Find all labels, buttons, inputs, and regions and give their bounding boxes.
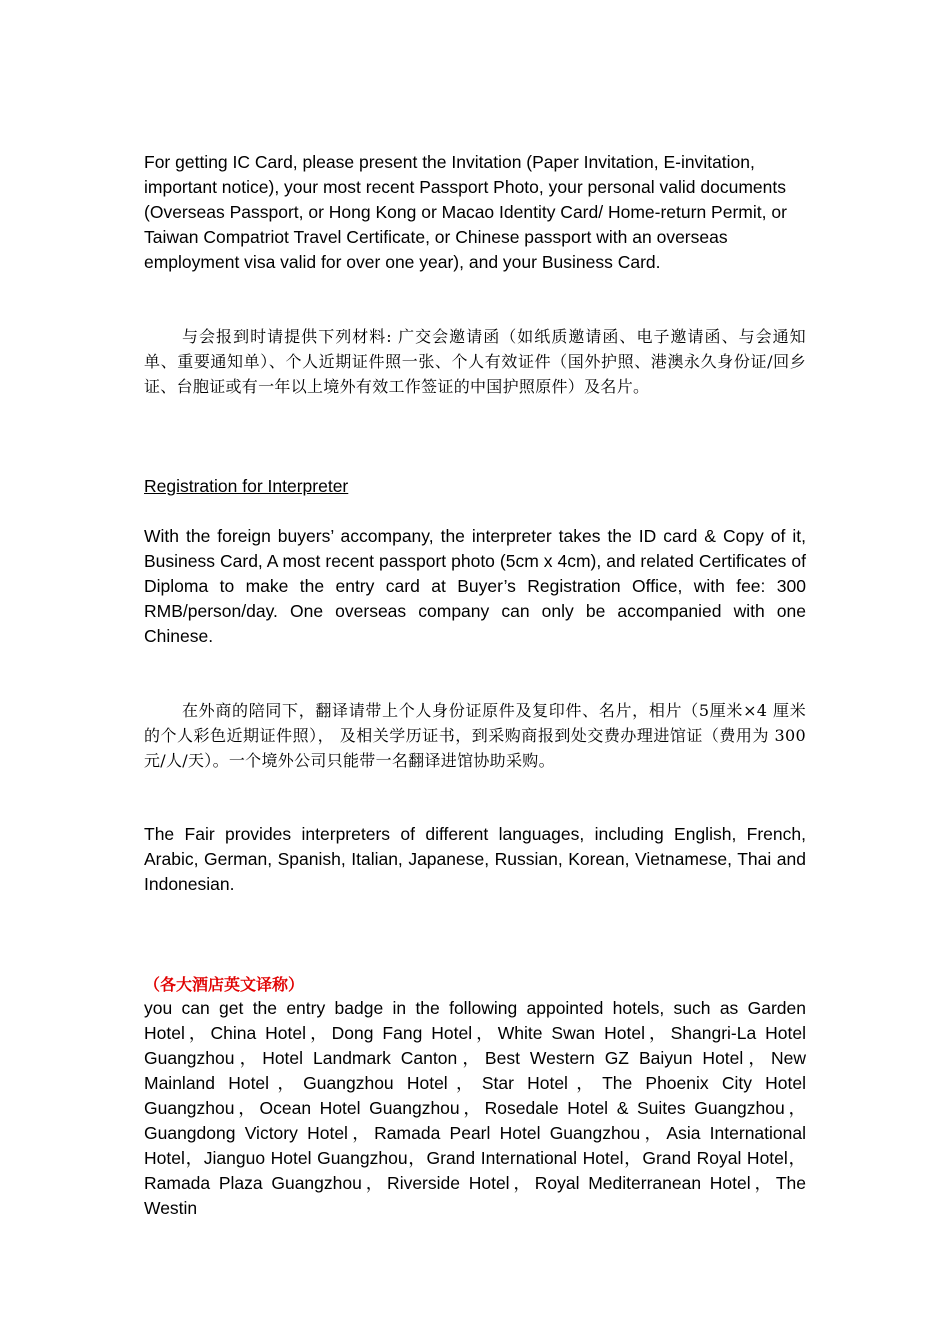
interpreter-chinese-paragraph: 在外商的陪同下，翻译请带上个人身份证原件及复印件、名片，相片（5厘米×4 厘米的个人彩色近期证件照）， 及相关学历证书，到采购商报到处交费办理进馆证（费用为 300 元/人/天）。一个境外公司只能带一名翻译进馆协助采购。: [144, 701, 806, 770]
interpreter-english-paragraph: With the foreign buyers’ accompany, the interpreter takes the ID card & Copy of it, Business Card, A most recent passport photo (5cm x 4cm), and related Certificates of Diploma to make the entry card at Buyer’s Registration Office, with fee: 300 RMB/person/day. One overseas company can only be accompanied with one Chinese.: [144, 526, 806, 646]
interpreter-heading: Registration for Interpreter: [144, 476, 349, 496]
hotels-paragraph: you can get the entry badge in the following appointed hotels, such as Garden Hotel，China Hotel，Dong Fang Hotel，White Swan Hotel，Shangri-La Hotel Guangzhou，Hotel Landmark Canton，Best Western GZ Baiyun Hotel，New Mainland Hotel，Guangzhou Hotel，Star Hotel，The Phoenix City Hotel Guangzhou，Ocean Hotel Guangzhou，Rosedale Hotel & Suites Guangzhou，Guangdong Victory Hotel，Ramada Pearl Hotel Guangzhou，Asia International Hotel，Jianguo Hotel Guangzhou，Grand International Hotel，Grand Royal Hotel，Ramada Plaza Guangzhou，Riverside Hotel，Royal Mediterranean Hotel，The Westin: [144, 998, 806, 1218]
ic-card-english-paragraph: For getting IC Card, please present the Invitation (Paper Invitation, E-invitation, important notice), your most recent Passport Photo, your personal valid documents (Overseas Passport, or Hong Kong or Macao Identity Card/ Home-return Permit, or Taiwan Compatriot Travel Certificate, or Chinese passport with an overseas employment visa valid for over one year), and your Business Card.: [144, 152, 787, 272]
hotels-heading: （各大酒店英文译称）: [144, 975, 305, 994]
ic-card-chinese-paragraph: 与会报到时请提供下列材料: 广交会邀请函（如纸质邀请函、电子邀请函、与会通知单、重要通知单）、个人近期证件照一张、个人有效证件（国外护照、港澳永久身份证/回乡证、台胞证或有一年以上境外有效工作签证的中国护照原件）及名片。: [144, 327, 806, 396]
interpreter-languages-paragraph: The Fair provides interpreters of different languages, including English, French, Arabic, German, Spanish, Italian, Japanese, Russian, Korean, Vietnamese, Thai and Indonesian.: [144, 824, 806, 894]
